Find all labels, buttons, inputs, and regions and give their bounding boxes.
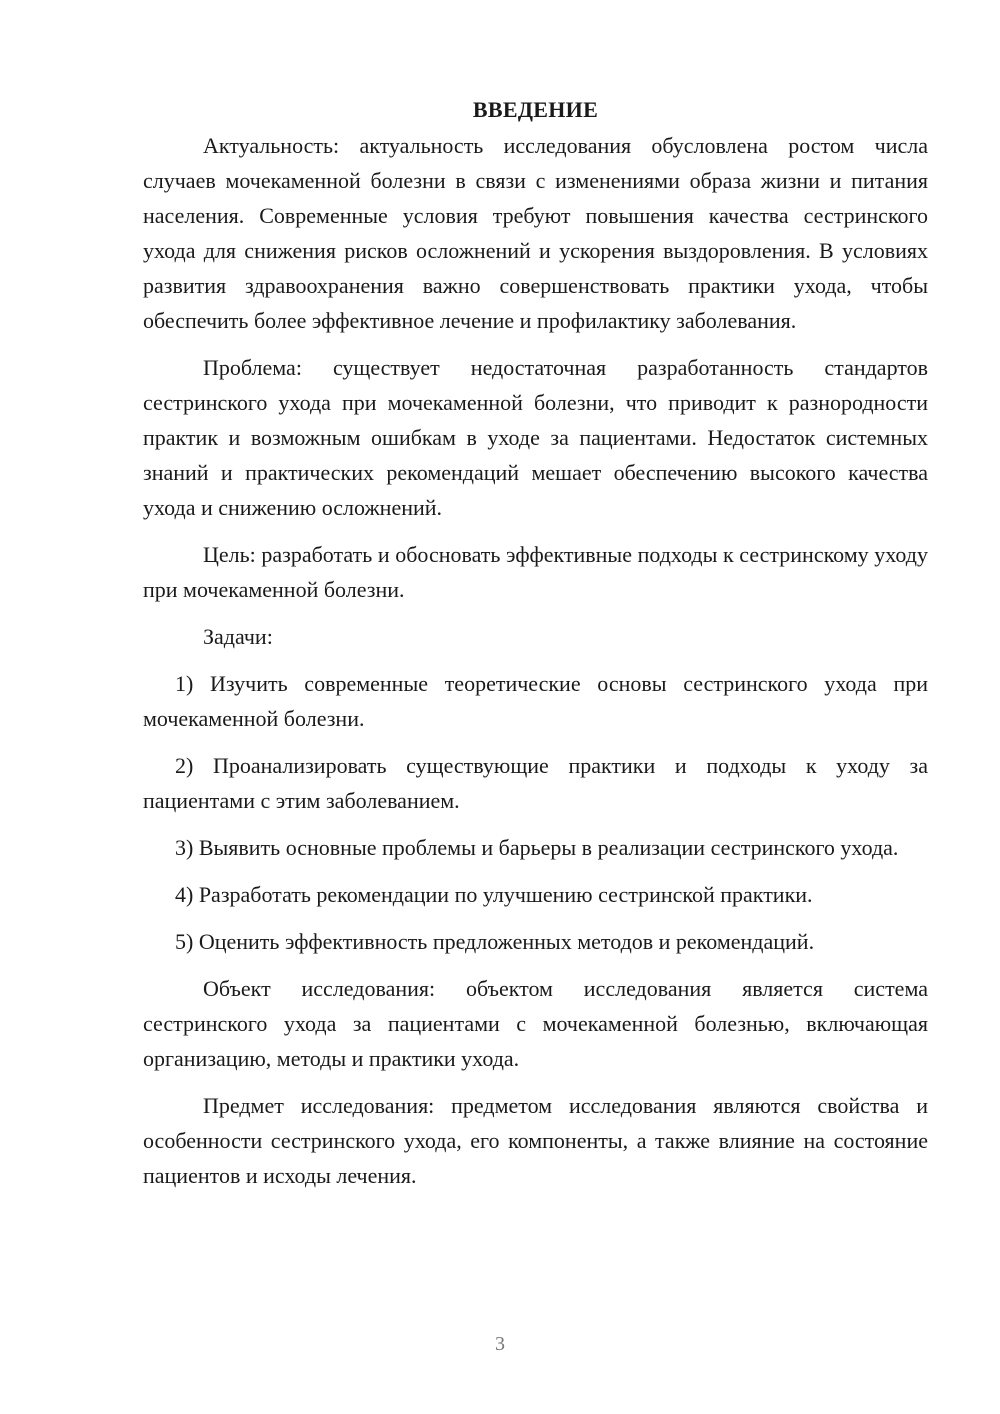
object-paragraph: Объект исследования: объектом исследования является система сестринского ухода за пациентами с мочекаменной болезнью, включающая организацию, методы и практики ухода.: [143, 976, 928, 1071]
problem-paragraph: Проблема: существует недостаточная разработанность стандартов сестринского ухода при мочекаменной болезни, что приводит к разнородности практик и возможным ошибкам в уходе за пациентами. Недостаток системных знаний и практических рекомендаций мешает обеспечению высокого качества ухода и снижению осложнений.: [143, 355, 928, 520]
task-item: 2) Проанализировать существующие практики и подходы к уходу за пациентами с этим заболеванием.: [143, 753, 928, 813]
section-heading: ВВЕДЕНИЕ: [472, 97, 599, 122]
document-page: [143, 92, 928, 1205]
relevance-paragraph: Актуальность: актуальность исследования обусловлена ростом числа случаев мочекаменной болезни в связи с изменениями образа жизни и питания населения. Современные условия требуют повышения качества сестринского ухода для снижения рисков осложнений и ускорения выздоровления. В условиях развития здравоохранения важно совершенствовать практики ухода, чтобы обеспечить более эффективное лечение и профилактику заболевания.: [143, 133, 928, 333]
task-item: 3) Выявить основные проблемы и барьеры в реализации сестринского ухода.: [175, 835, 899, 860]
goal-paragraph: Цель: разработать и обосновать эффективные подходы к сестринскому уходу при мочекаменной болезни.: [143, 542, 928, 602]
tasks-label: Задачи:: [203, 624, 273, 649]
page-number: 3: [495, 1333, 505, 1355]
task-item: 1) Изучить современные теоретические основы сестринского ухода при мочекаменной болезни.: [143, 671, 928, 731]
task-item: 5) Оценить эффективность предложенных методов и рекомендаций.: [175, 929, 815, 954]
subject-paragraph: Предмет исследования: предметом исследования являются свойства и особенности сестринского ухода, его компоненты, а также влияние на состояние пациентов и исходы лечения.: [143, 1093, 928, 1188]
task-item: 4) Разработать рекомендации по улучшению сестринской практики.: [175, 882, 813, 907]
